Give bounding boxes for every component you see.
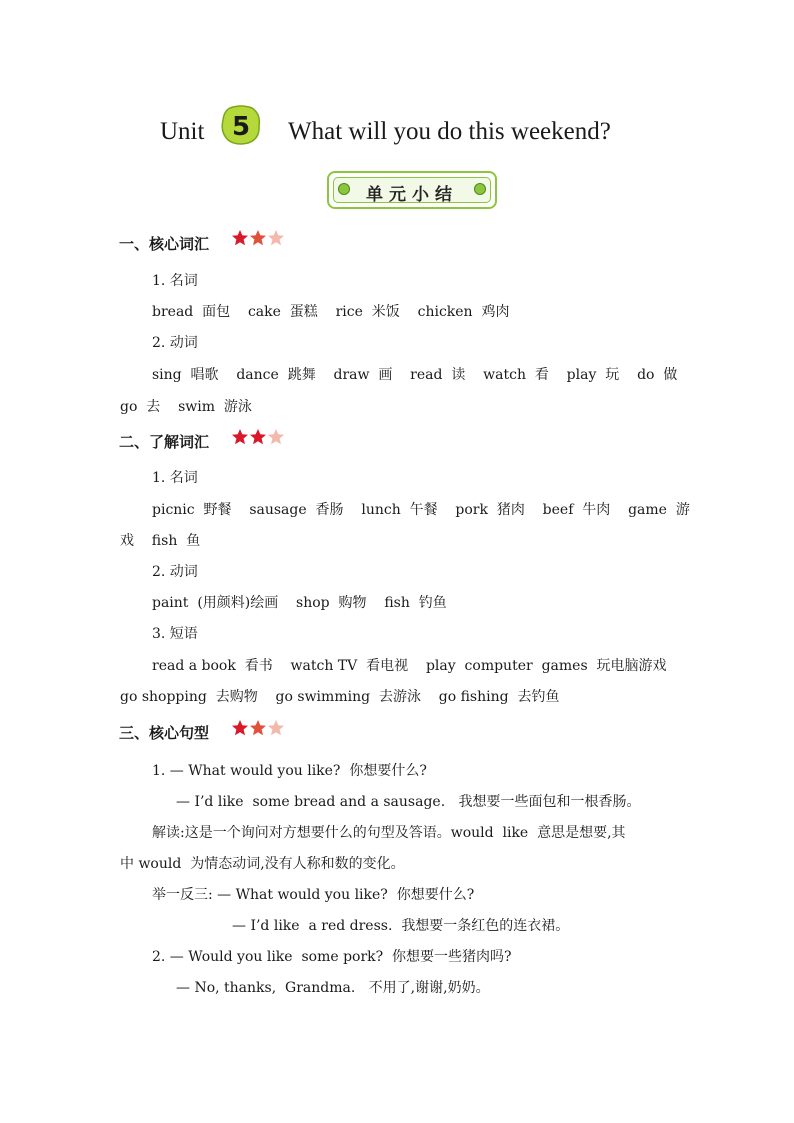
vocab-line: read a book 看书 watch TV 看电视 play computer games 玩电脑游戏 <box>152 658 667 674</box>
subheading-verbs: 2. 动词 <box>152 335 198 351</box>
star-icon <box>267 719 285 737</box>
subheading-phrases: 3. 短语 <box>152 626 198 642</box>
star-icon <box>267 428 285 446</box>
subheading-nouns: 1. 名词 <box>152 470 198 486</box>
section-banner <box>327 171 497 209</box>
star-icon <box>231 229 249 247</box>
sentence-line: — No, thanks, Grandma. 不用了,谢谢,奶奶。 <box>176 980 490 996</box>
example-line: 举一反三: — What would you like? 你想要什么? <box>152 887 475 903</box>
star-icon <box>267 229 285 247</box>
banner-label: 单元小结 <box>366 185 458 205</box>
vocab-line: go 去 swim 游泳 <box>120 399 252 415</box>
star-icon <box>249 229 267 247</box>
subheading-verbs: 2. 动词 <box>152 564 198 580</box>
section-heading-core-sentences: 三、核心句型 <box>119 724 210 742</box>
vocab-line: paint (用颜料)绘画 shop 购物 fish 钓鱼 <box>152 595 447 611</box>
unit-label: Unit <box>160 118 205 145</box>
rating-stars <box>231 719 285 741</box>
section-heading-extra-vocab: 二、了解词汇 <box>119 433 210 451</box>
sentence-line: 2. — Would you like some pork? 你想要一些猪肉吗? <box>152 949 512 965</box>
subheading-nouns: 1. 名词 <box>152 273 198 289</box>
star-icon <box>249 428 267 446</box>
unit-number-badge-icon <box>220 104 262 146</box>
example-line: — I’d like a red dress. 我想要一条红色的连衣裙。 <box>232 918 570 934</box>
sentence-line: 1. — What would you like? 你想要什么? <box>152 763 427 779</box>
section-heading-core-vocab: 一、核心词汇 <box>119 235 210 253</box>
vocab-line: picnic 野餐 sausage 香肠 lunch 午餐 pork 猪肉 beef 牛肉 game 游 <box>152 502 690 518</box>
vocab-line: 戏 fish 鱼 <box>120 533 201 549</box>
unit-number: 5 <box>231 112 251 142</box>
explanation-line: 解读:这是一个询问对方想要什么的句型及答语。would like 意思是想要,其 <box>152 825 626 841</box>
star-icon <box>231 428 249 446</box>
star-icon <box>231 719 249 737</box>
star-icon <box>249 719 267 737</box>
rating-stars <box>231 229 285 251</box>
explanation-line: 中 would 为情态动词,没有人称和数的变化。 <box>120 856 405 872</box>
rating-stars <box>231 428 285 450</box>
vocab-line: bread 面包 cake 蛋糕 rice 米饭 chicken 鸡肉 <box>152 304 510 320</box>
sentence-line: — I’d like some bread and a sausage. 我想要一些面包和一根香肠。 <box>176 794 641 810</box>
vocab-line: go shopping 去购物 go swimming 去游泳 go fishing 去钓鱼 <box>120 689 560 705</box>
vocab-line: sing 唱歌 dance 跳舞 draw 画 read 读 watch 看 play 玩 do 做 <box>152 367 678 383</box>
unit-title: What will you do this weekend? <box>288 118 611 145</box>
